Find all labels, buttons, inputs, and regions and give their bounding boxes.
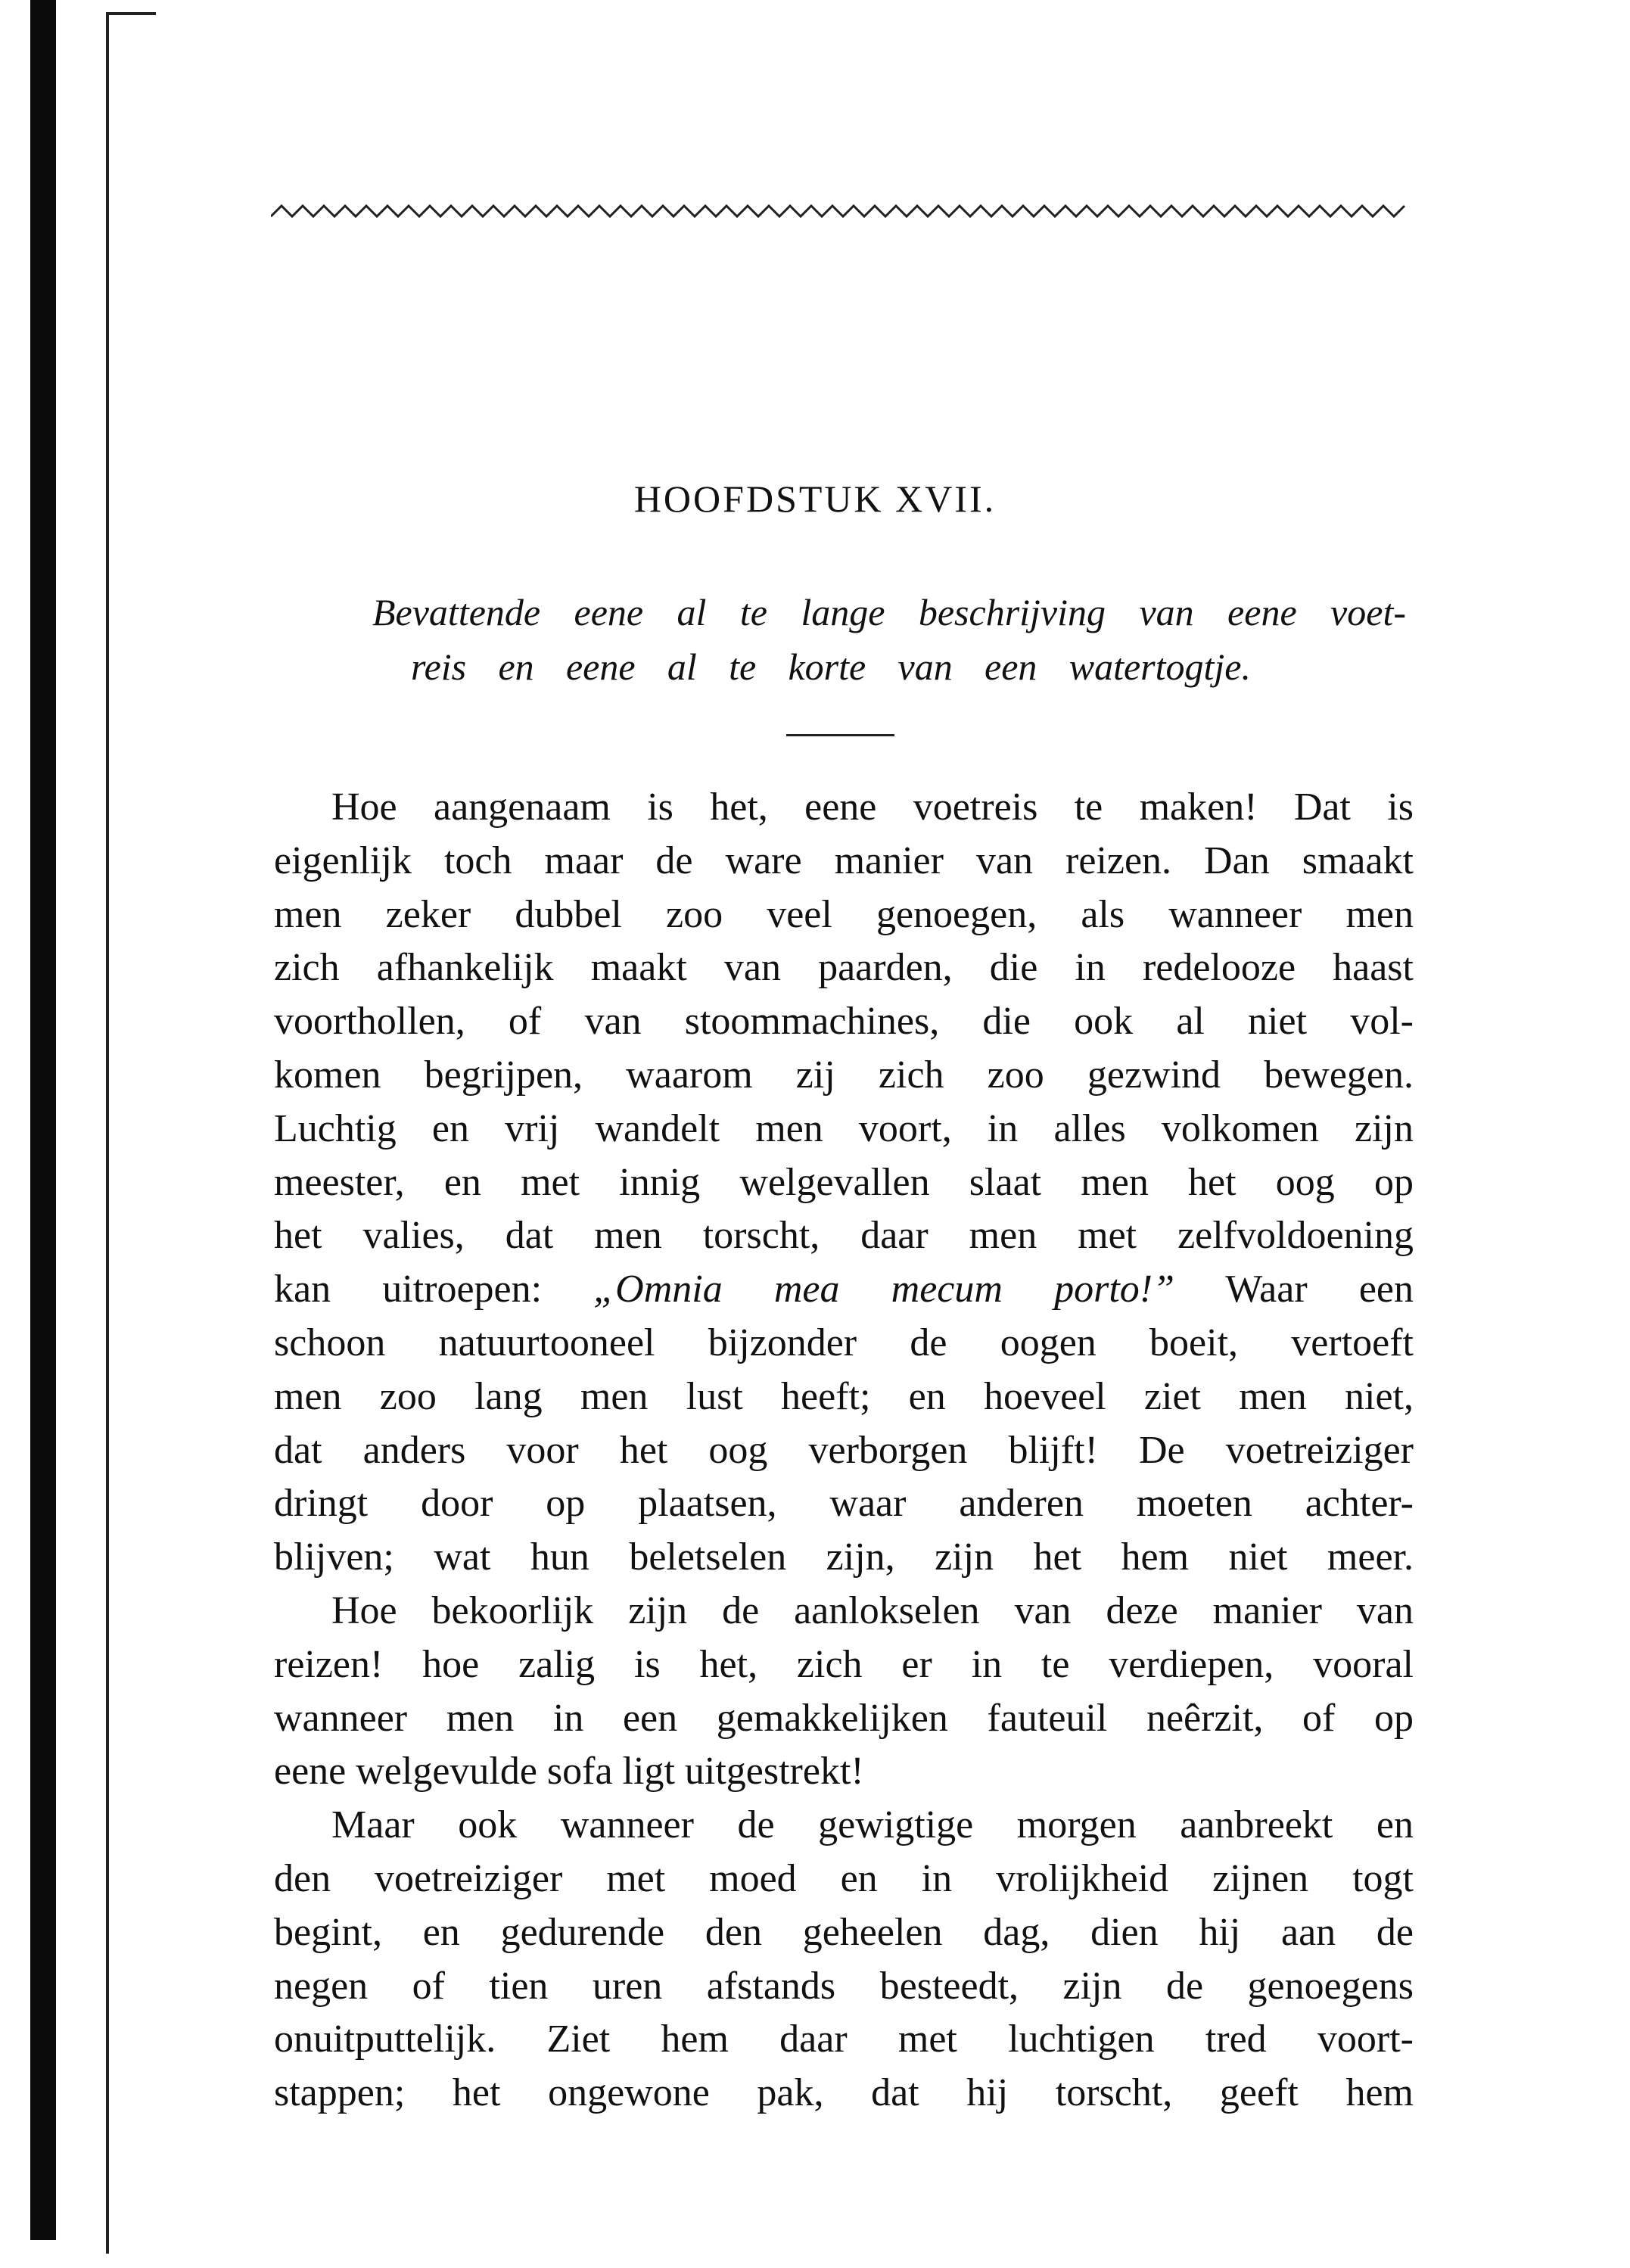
wavy-ornament-rule [271,203,1406,221]
page-edge-line [106,14,109,2254]
text-line [274,1263,1414,1317]
text-line: dat anders voor het oog verborgen blijft! De voetreiziger [274,1428,1414,1472]
text-line: eene welgevulde sofa ligt uitgestrekt! [274,1750,864,1794]
text-line: blijven; wat hun beletselen zijn, zijn het hem niet meer. [274,1535,1414,1579]
text-line: wanneer men in een gemakkelijken fauteuil neêrzit, of op [274,1696,1414,1740]
text-line: den voetreiziger met moed en in vrolijkheid zijnen togt [274,1856,1414,1900]
page-corner-line [106,12,156,15]
text-line: voorthollen, of van stoommachines, die ook al niet vol- [274,1000,1414,1044]
text-line: eigenlijk toch maar de ware manier van reizen. Dan smaakt [274,838,1414,882]
text-line: Maar ook wanneer de gewigtige morgen aanbreekt en [331,1803,1414,1847]
text-segment: kan uitroepen: [274,1268,594,1311]
text-line: men zoo lang men lust heeft; en hoeveel ziet men niet, [274,1374,1414,1418]
chapter-heading: HOOFDSTUK XVII. [633,478,997,520]
text-line: reizen! hoe zalig is het, zich er in te verdiepen, vooral [274,1642,1414,1686]
book-spine-shadow [30,0,56,2240]
text-line: begint, en gedurende den geheelen dag, dien hij aan de [274,1910,1414,1954]
text-line: komen begrijpen, waarom zij zich zoo gezwind bewegen. [274,1053,1414,1097]
body-text [274,781,1414,2120]
text-line: zich afhankelijk maakt van paarden, die in redelooze haast [274,946,1414,990]
chapter-subtitle-line: Bevattende eene al te lange beschrijving van eene voet- [372,591,1406,633]
short-divider-rule [786,734,894,736]
text-line: Luchtig en vrij wandelt men voort, in alles volkomen zijn [274,1106,1414,1150]
text-line: stappen; het ongewone pak, dat hij torscht, geeft hem [274,2071,1414,2115]
text-line: onuitputtelijk. Ziet hem daar met luchtigen tred voort- [274,2018,1414,2061]
text-segment: Waar een [1174,1268,1414,1311]
text-line: meester, en met innig welgevallen slaat men het oog op [274,1160,1414,1204]
latin-quote: „Omnia mea mecum porto!” [593,1268,1175,1311]
text-line: men zeker dubbel zoo veel genoegen, als wanneer men [274,892,1414,936]
text-line: schoon natuurtooneel bijzonder de oogen boeit, vertoeft [274,1321,1414,1364]
text-line: het valies, dat men torscht, daar men met zelfvoldoening [274,1214,1414,1258]
text-line: Hoe bekoorlijk zijn de aanlokselen van deze manier van [331,1588,1414,1632]
text-line: Hoe aangenaam is het, eene voetreis te maken! Dat is [331,786,1414,829]
chapter-subtitle-line: reis en eene al te korte van een watertogtje. [411,646,1251,688]
text-line: negen of tien uren afstands besteedt, zijn de genoegens [274,1964,1414,2008]
text-line: dringt door op plaatsen, waar anderen moeten achter- [274,1482,1414,1526]
